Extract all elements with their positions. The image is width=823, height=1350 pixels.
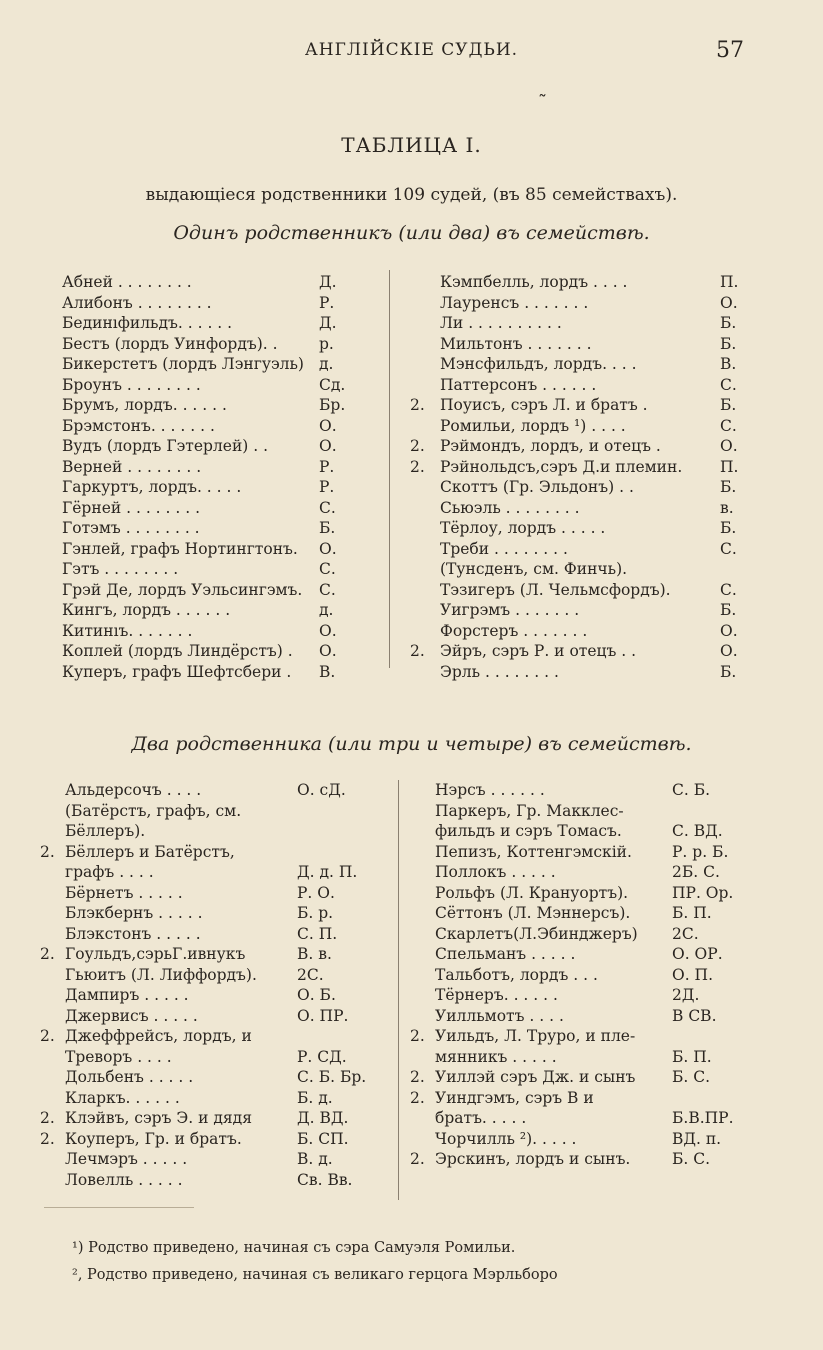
- relationship-code: О.: [720, 437, 738, 455]
- table-row: [40, 1088, 385, 1109]
- judge-name: Коплей (лордъ Линдёрстъ) .: [62, 642, 293, 660]
- judge-name: фильдъ и сэръ Томасъ.: [435, 822, 622, 840]
- judge-name: Сьюэль . . . . . . . .: [440, 498, 580, 517]
- section2-heading: Два родственника (или три и четыре) въ семействѣ.: [131, 733, 692, 755]
- table-row: [40, 801, 385, 822]
- relationship-code: 2С.: [297, 965, 324, 984]
- judge-name: Скарлетъ(Л.Эбинджеръ): [435, 924, 638, 943]
- table-row: [40, 1067, 385, 1088]
- relationship-code: Б.В.ПР.: [672, 1109, 734, 1127]
- relationship-code: Б.: [720, 334, 737, 353]
- table-row: [410, 801, 755, 822]
- table-row: [40, 1170, 385, 1191]
- table-row: [62, 395, 372, 416]
- table-row: [410, 1047, 755, 1068]
- table-row: [40, 842, 385, 863]
- ink-mark: ˜: [538, 92, 547, 113]
- row-count: 2.: [410, 1088, 425, 1107]
- relationship-code: 2С.: [672, 924, 699, 943]
- section1-left-column: [62, 272, 372, 682]
- judge-name: Грэй Де, лордъ Уэльсингэмъ.: [62, 580, 303, 599]
- relationship-code: В СВ.: [672, 1006, 717, 1025]
- table-row: [410, 1067, 755, 1088]
- judge-name: Бёрнетъ . . . . .: [65, 883, 183, 902]
- judge-name: Уиндгэмъ, сэръ В и: [435, 1088, 594, 1107]
- judge-name: Скоттъ (Гр. Эльдонъ) . .: [440, 478, 634, 496]
- table-row: [410, 395, 750, 416]
- table-title: ТАБЛИЦА I.: [341, 133, 482, 157]
- table-row: [62, 498, 372, 519]
- table-row: [62, 293, 372, 314]
- judge-name: Паркеръ, Гр. Макклес-: [435, 801, 624, 820]
- relationship-code: Б.: [720, 396, 737, 414]
- table-row: [410, 416, 750, 437]
- relationship-code: О.: [720, 621, 738, 640]
- relationship-code: Б. П.: [672, 904, 712, 922]
- row-count: 2.: [410, 457, 425, 476]
- table-row: [62, 436, 372, 457]
- table-row: [62, 580, 372, 601]
- judge-name: Гоульдъ,сэрьГ.ивнукъ: [65, 945, 246, 963]
- table-row: [410, 272, 750, 293]
- row-count: 2.: [410, 642, 425, 660]
- relationship-code: Б. СП.: [297, 1129, 349, 1148]
- judge-name: Дольбенъ . . . . .: [65, 1068, 194, 1086]
- table-row: [410, 1129, 755, 1150]
- judge-name: Коуперъ, Гр. и братъ.: [65, 1129, 242, 1148]
- table-row: [40, 821, 385, 842]
- table-row: [40, 862, 385, 883]
- table-row: [410, 985, 755, 1006]
- judge-name: Рэймондъ, лордъ, и отецъ .: [440, 437, 661, 455]
- row-count: 2.: [410, 1068, 425, 1086]
- relationship-code: Д.: [319, 314, 337, 332]
- table-row: [62, 272, 372, 293]
- judge-name: графъ . . . .: [65, 863, 154, 881]
- row-count: 2.: [410, 1150, 425, 1168]
- table-row: [410, 580, 750, 601]
- table-row: [410, 498, 750, 519]
- relationship-code: Д. ВД.: [297, 1109, 349, 1127]
- relationship-code: Б.: [720, 662, 737, 681]
- judge-name: Алибонъ . . . . . . . .: [62, 293, 212, 312]
- table-row: [40, 1026, 385, 1047]
- table-row: [410, 965, 755, 986]
- judge-name: Альдерсочъ . . . .: [65, 781, 202, 799]
- relationship-code: ПР. Ор.: [672, 883, 734, 902]
- relationship-code: С.: [720, 580, 737, 599]
- table-row: [62, 416, 372, 437]
- row-count: 2.: [40, 945, 55, 963]
- table-row: [40, 1149, 385, 1170]
- judge-name: Бёллеръ и Батёрстъ,: [65, 842, 235, 861]
- judge-name: Рольфъ (Л. Крануортъ).: [435, 883, 629, 902]
- judge-name: Бединıфильдъ. . . . . .: [62, 314, 233, 332]
- relationship-code: Б.: [720, 601, 737, 619]
- relationship-code: д.: [319, 355, 334, 373]
- judge-name: Кэмпбелль, лордъ . . . .: [440, 273, 628, 291]
- relationship-code: С.: [720, 375, 737, 394]
- relationship-code: О.: [319, 416, 337, 435]
- table-row: [410, 924, 755, 945]
- judge-name: Бикерстетъ (лордъ Лэнгуэль): [62, 355, 304, 373]
- relationship-code: 2Б. С.: [672, 863, 720, 881]
- relationship-code: Б. П.: [672, 1047, 712, 1066]
- table-row: [62, 600, 372, 621]
- table-row: [410, 1108, 755, 1129]
- relationship-code: Р. СД.: [297, 1047, 347, 1066]
- table-row: [410, 621, 750, 642]
- table-row: [62, 518, 372, 539]
- table-row: [62, 375, 372, 396]
- footnote-rule: [44, 1207, 194, 1208]
- relationship-code: О. Б.: [297, 986, 336, 1004]
- relationship-code: С. ВД.: [672, 822, 723, 840]
- judge-name: Поллокъ . . . . .: [435, 863, 556, 881]
- judge-name: Тёрлоу, лордъ . . . . .: [440, 519, 606, 537]
- judge-name: Нэрсъ . . . . . .: [435, 781, 545, 799]
- judge-name: Поуисъ, сэръ Л. и братъ .: [440, 396, 648, 414]
- judge-name: Треворъ . . . .: [65, 1047, 172, 1066]
- relationship-code: С.: [319, 580, 336, 599]
- judge-name: Блэкбернъ . . . . .: [65, 904, 203, 922]
- table-row: [410, 944, 755, 965]
- table-row: [410, 780, 755, 801]
- judge-name: Блэкстонъ . . . . .: [65, 924, 201, 943]
- relationship-code: С. П.: [297, 924, 338, 943]
- relationship-code: ВД. п.: [672, 1129, 722, 1148]
- judge-name: Паттерсонъ . . . . . .: [440, 375, 597, 394]
- relationship-code: В. д.: [297, 1150, 333, 1168]
- relationship-code: Р. О.: [297, 883, 335, 902]
- relationship-code: Д. д. П.: [297, 863, 358, 881]
- judge-name: Уилльмотъ . . . .: [435, 1006, 564, 1025]
- table-row: [40, 903, 385, 924]
- section2-left-column: [40, 780, 385, 1190]
- table-row: [410, 821, 755, 842]
- judge-name: Дампиръ . . . . .: [65, 986, 189, 1004]
- judge-name: Рэйнольдсъ,сэръ Д.и племин.: [440, 457, 683, 476]
- table-row: [410, 600, 750, 621]
- relationship-code: П.: [720, 273, 739, 291]
- judge-name: Куперъ, графъ Шефтсбери .: [62, 662, 292, 681]
- table-row: [62, 539, 372, 560]
- row-count: 2.: [40, 842, 55, 861]
- relationship-code: С.: [720, 539, 737, 558]
- judge-name: Кларкъ. . . . . .: [65, 1088, 180, 1107]
- relationship-code: р.: [319, 334, 334, 353]
- relationship-code: Р.: [319, 478, 335, 496]
- judge-name: Готэмъ . . . . . . . .: [62, 519, 200, 537]
- relationship-code: Д.: [319, 273, 337, 291]
- table-row: [40, 1108, 385, 1129]
- table-row: [410, 862, 755, 883]
- relationship-code: В.: [720, 355, 737, 373]
- relationship-code: О.: [319, 621, 337, 640]
- table-row: [410, 1149, 755, 1170]
- table-row: [410, 354, 750, 375]
- judge-name: Лечмэръ . . . . .: [65, 1150, 188, 1168]
- table-row: [410, 457, 750, 478]
- judge-name: Тальботъ, лордъ . . .: [435, 965, 598, 984]
- judge-name: Брэмстонъ. . . . . . .: [62, 416, 215, 435]
- relationship-code: Б. д.: [297, 1088, 333, 1107]
- table-row: [62, 621, 372, 642]
- row-count: 2.: [40, 1027, 55, 1045]
- judge-name: Чорчилль ²). . . . .: [435, 1129, 577, 1148]
- relationship-code: О. ПР.: [297, 1006, 349, 1025]
- relationship-code: Сд.: [319, 375, 346, 394]
- table-row: [410, 903, 755, 924]
- relationship-code: С.: [319, 498, 336, 517]
- relationship-code: Св. Вв.: [297, 1170, 353, 1189]
- table-row: [40, 985, 385, 1006]
- judge-name: Китинıъ. . . . . . .: [62, 621, 193, 640]
- relationship-code: Р.: [319, 293, 335, 312]
- judge-name: Кингъ, лордъ . . . . . .: [62, 601, 231, 619]
- judge-name: Эрскинъ, лордъ и сынъ.: [435, 1150, 631, 1168]
- table-row: [410, 293, 750, 314]
- table-row: [410, 313, 750, 334]
- table-row: [410, 539, 750, 560]
- table-row: [62, 457, 372, 478]
- judge-name: Уильдъ, Л. Труро, и пле-: [435, 1027, 636, 1045]
- table-row: [40, 1129, 385, 1150]
- table-row: [62, 334, 372, 355]
- judge-name: Эрль . . . . . . . .: [440, 662, 559, 681]
- table-row: [40, 1047, 385, 1068]
- judge-name: Форстеръ . . . . . . .: [440, 621, 588, 640]
- relationship-code: Бр.: [319, 396, 346, 414]
- footnote-1: ¹) Родство приведено, начиная съ сэра Самуэля Ромильи.: [72, 1240, 516, 1256]
- section1-divider: [389, 270, 390, 668]
- judge-name: Мэнсфильдъ, лордъ. . . .: [440, 355, 637, 373]
- table-row: [410, 375, 750, 396]
- relationship-code: Р.: [319, 457, 335, 476]
- table-row: [410, 559, 750, 580]
- page-number: 57: [716, 38, 744, 63]
- section1-heading: Одинъ родственникъ (или два) въ семействѣ.: [173, 222, 650, 244]
- judge-name: Брумъ, лордъ. . . . . .: [62, 396, 227, 414]
- judge-name: братъ. . . . .: [435, 1109, 527, 1127]
- table-row: [410, 842, 755, 863]
- table-row: [62, 477, 372, 498]
- judge-name: Эйръ, сэръ Р. и отецъ . .: [440, 642, 637, 660]
- judge-name: (Тунсденъ, см. Финчь).: [440, 560, 628, 578]
- judge-name: Джеффрейсъ, лордъ, и: [65, 1027, 252, 1045]
- judge-name: Бестъ (лордъ Уинфордъ). .: [62, 334, 278, 353]
- relationship-code: 2Д.: [672, 986, 700, 1004]
- judge-name: Гьюитъ (Л. Лиффордъ).: [65, 965, 257, 984]
- section2-right-column: [410, 780, 755, 1170]
- relationship-code: Б.: [720, 314, 737, 332]
- judge-name: Уиллэй сэръ Дж. и сынъ: [435, 1068, 636, 1086]
- judge-name: Гёрней . . . . . . . .: [62, 498, 201, 517]
- table-row: [62, 354, 372, 375]
- table-row: [410, 1006, 755, 1027]
- row-count: 2.: [40, 1109, 55, 1127]
- judge-name: Лауренсъ . . . . . . .: [440, 293, 589, 312]
- relationship-code: О.: [319, 437, 337, 455]
- footnote-2: ², Родство приведено, начиная съ великаго герцога Мэрльборо: [72, 1267, 558, 1283]
- table-row: [410, 1026, 755, 1047]
- judge-name: Ловелль . . . . .: [65, 1170, 183, 1189]
- judge-name: Джервисъ . . . . .: [65, 1006, 198, 1025]
- relationship-code: Б.: [319, 519, 336, 537]
- judge-name: Тэзигеръ (Л. Чельмсфордъ).: [440, 580, 671, 599]
- row-count: 2.: [40, 1129, 55, 1148]
- row-count: 2.: [410, 437, 425, 455]
- table-row: [40, 924, 385, 945]
- relationship-code: С.: [319, 560, 336, 578]
- table-row: [410, 883, 755, 904]
- relationship-code: О. сД.: [297, 781, 346, 799]
- row-count: 2.: [410, 396, 425, 414]
- judge-name: Пепизъ, Коттенгэмскій.: [435, 842, 632, 861]
- table-row: [40, 1006, 385, 1027]
- judge-name: Мильтонъ . . . . . . .: [440, 334, 592, 353]
- judge-name: Верней . . . . . . . .: [62, 457, 202, 476]
- relationship-code: Б. С.: [672, 1150, 711, 1168]
- judge-name: Абней . . . . . . . .: [62, 273, 192, 291]
- relationship-code: Р. р. Б.: [672, 842, 729, 861]
- judge-name: Ромильи, лордъ ¹) . . . .: [440, 416, 626, 435]
- judge-name: Гэтъ . . . . . . . .: [62, 560, 179, 578]
- judge-name: Спельманъ . . . . .: [435, 945, 576, 963]
- judge-name: Бёллеръ).: [65, 822, 146, 840]
- table-row: [62, 662, 372, 683]
- table-row: [62, 559, 372, 580]
- table-row: [40, 883, 385, 904]
- table-row: [410, 518, 750, 539]
- table-row: [410, 662, 750, 683]
- running-title: АНГЛІЙСКІЕ СУДЬИ.: [304, 40, 519, 60]
- relationship-code: в.: [720, 498, 734, 517]
- section1-right-column: [410, 272, 750, 682]
- judge-name: Гэнлей, графъ Нортингтонъ.: [62, 539, 298, 558]
- judge-name: мянникъ . . . . .: [435, 1047, 557, 1066]
- table-row: [410, 436, 750, 457]
- judge-name: Уигрэмъ . . . . . . .: [440, 601, 580, 619]
- judge-name: Ли . . . . . . . . . .: [440, 314, 562, 332]
- section2-divider: [398, 780, 399, 1200]
- relationship-code: С. Б.: [672, 781, 711, 799]
- judge-name: Сёттонъ (Л. Мэннерсъ).: [435, 904, 631, 922]
- table-row: [410, 641, 750, 662]
- table-row: [410, 334, 750, 355]
- relationship-code: О.: [720, 293, 738, 312]
- relationship-code: Б.: [720, 519, 737, 537]
- table-subtitle: выдающіеся родственники 109 судей, (въ 85 семействахъ).: [145, 185, 678, 205]
- relationship-code: О. П.: [672, 965, 714, 984]
- table-row: [410, 1088, 755, 1109]
- row-count: 2.: [410, 1027, 425, 1045]
- table-row: [40, 780, 385, 801]
- relationship-code: Б.: [720, 478, 737, 496]
- relationship-code: д.: [319, 601, 334, 619]
- table-row: [62, 641, 372, 662]
- judge-name: (Батёрстъ, графъ, см.: [65, 801, 242, 820]
- judge-name: Клэйвъ, сэръ Э. и дядя: [65, 1109, 252, 1127]
- judge-name: Вудъ (лордъ Гэтерлей) . .: [62, 437, 269, 455]
- relationship-code: В. в.: [297, 945, 332, 963]
- judge-name: Броунъ . . . . . . . .: [62, 375, 201, 394]
- relationship-code: О.: [720, 642, 738, 660]
- judge-name: Треби . . . . . . . .: [440, 539, 568, 558]
- relationship-code: С. Б. Бр.: [297, 1068, 367, 1086]
- table-row: [62, 313, 372, 334]
- relationship-code: Б. С.: [672, 1068, 711, 1086]
- relationship-code: О. ОР.: [672, 945, 723, 963]
- judge-name: Тёрнеръ. . . . . .: [435, 986, 558, 1004]
- relationship-code: В.: [319, 662, 336, 681]
- relationship-code: С.: [720, 416, 737, 435]
- table-row: [40, 965, 385, 986]
- table-row: [40, 944, 385, 965]
- relationship-code: О.: [319, 642, 337, 660]
- relationship-code: Б. р.: [297, 904, 334, 922]
- judge-name: Гаркуртъ, лордъ. . . . .: [62, 478, 242, 496]
- relationship-code: О.: [319, 539, 337, 558]
- relationship-code: П.: [720, 457, 739, 476]
- table-row: [410, 477, 750, 498]
